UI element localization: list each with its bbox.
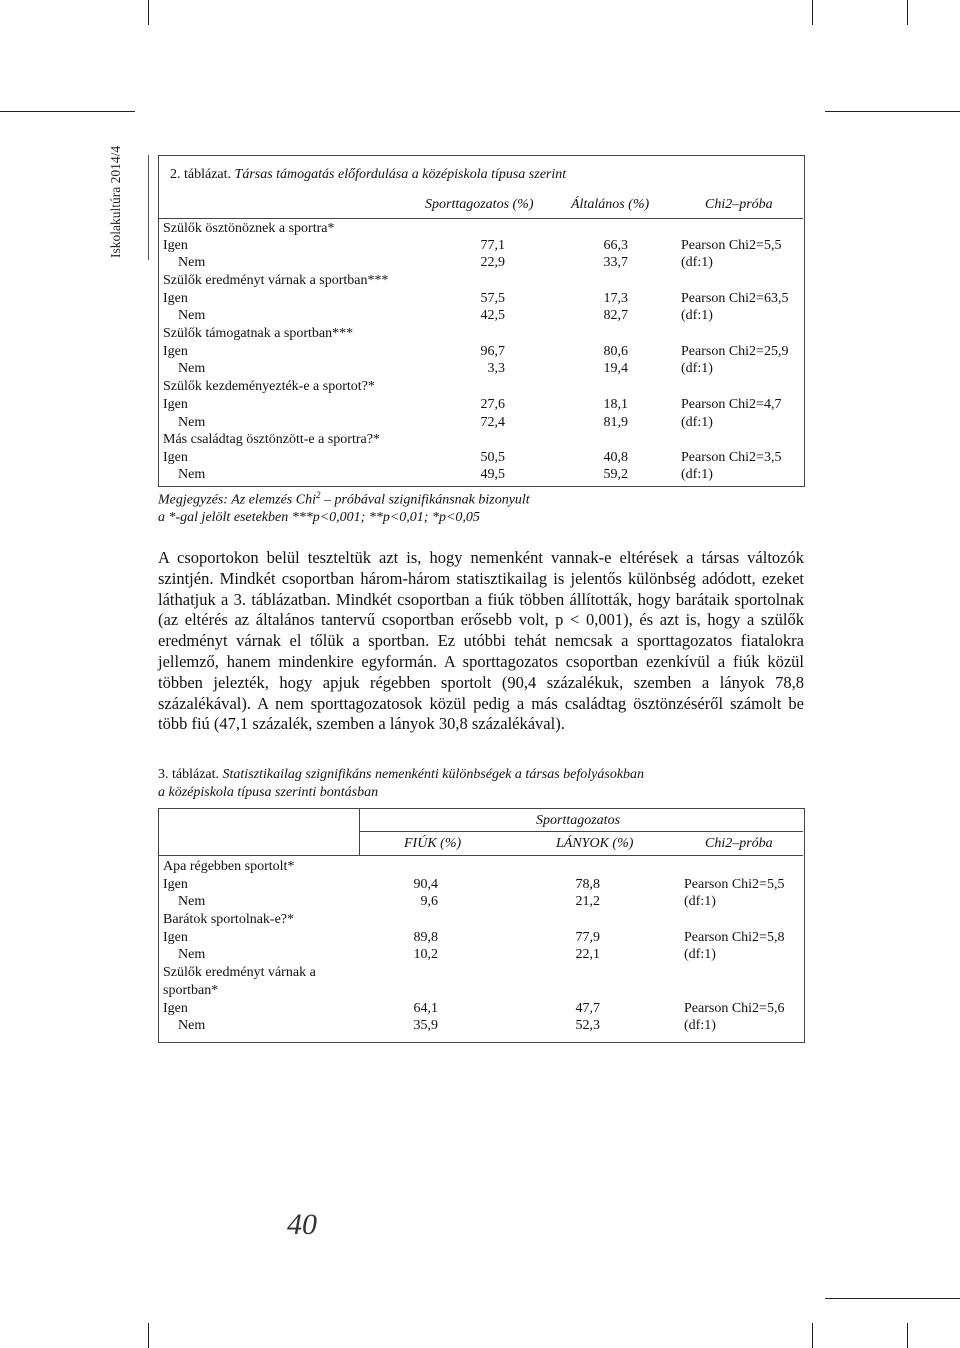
cell-value: 89,8 [413,930,438,945]
row-group-title: Más családtag ösztönzött-e a sportra?* [163,432,380,447]
cell-value: 77,1 [480,238,505,253]
row-label-nem: Nem [178,361,206,376]
cell-chi2: (df:1) [684,947,716,962]
sentence: Mindkét csoportban három-három statisztikailag is jelentős különbség adódott, ezeket láthatjuk a 3. táblázatban. [158,568,804,609]
col-header-sporttagozatos: Sporttagozatos (%) [425,197,534,212]
row-group-title: Szülők eredményt várnak a sportban*** [163,273,389,288]
cell-value: 72,4 [480,415,505,430]
cell-chi2: Pearson Chi2=3,5 [681,450,782,465]
cell-value: 27,6 [480,397,505,412]
cell-value: 47,7 [575,1001,600,1016]
cell-value: 18,1 [603,397,628,412]
sentence: Mindkét csoportban a fiúk többen állították, hogy barátaik sportolnak (az eltérés az általános tantervű csoportban erősebb volt, p < 0,001), és azt is, hogy a szülők eredményt várnak el tőlük a sportban. [158,589,805,651]
row-group-title: Szülők ösztönöznek a sportra* [163,221,335,236]
row-label-igen: Igen [163,397,188,412]
cell-value: 52,3 [575,1018,600,1033]
col-header-fiuk: FIÚK (%) [404,836,462,851]
table-3-caption-line2: a középiskola típusa szerinti bontásban [158,785,379,800]
table-2-note-line2: a *-gal jelölt esetekben ***p<0,001; **p<0,01; *p<0,05 [158,510,480,525]
crop-mark [0,111,135,112]
row-label-nem: Nem [178,255,206,270]
cell-chi2: Pearson Chi2=5,6 [684,1001,785,1016]
sentence: Ez utóbbi tehát nemcsak a sporttagozatos fiatalokra jellemző, hanem mindenkire egyformán. [158,631,805,671]
cell-chi2: (df:1) [681,415,713,430]
cell-value: 3,3 [487,361,505,376]
cell-chi2: (df:1) [681,308,713,323]
cell-chi2: Pearson Chi2=63,5 [681,291,789,306]
cell-value: 77,9 [575,930,600,945]
cell-value: 78,8 [575,877,600,892]
row-group-title: Apa régebben sportolt* [163,859,295,874]
cell-value: 40,8 [603,450,628,465]
cell-value: 10,2 [413,947,438,962]
crop-mark [825,1298,960,1299]
cell-value: 57,5 [480,291,505,306]
row-label-igen: Igen [163,291,188,306]
row-group-title: Szülők eredményt várnak a [163,965,316,980]
crop-mark [148,1323,149,1348]
cell-chi2: (df:1) [684,1018,716,1033]
group-header-sporttagozatos: Sporttagozatos [536,813,621,828]
crop-mark [812,0,813,25]
crop-mark [825,111,960,112]
cell-value: 64,1 [413,1001,438,1016]
col-header-chi2: Chi2–próba [705,197,773,212]
table-2-note: Megjegyzés: Az elemzés Chi$^2$ – próbával szignifikánsnak bizonyult [158,490,530,508]
cell-value: 22,9 [480,255,505,270]
row-label-nem: Nem [178,894,206,909]
cell-chi2: Pearson Chi2=4,7 [681,397,782,412]
col-header-altalanos: Általános (%) [571,197,650,212]
cell-value: 22,1 [575,947,600,962]
table-3-caption: 3. táblázat. Statisztikailag szignifikáns nemenkénti különbségek a társas befolyásokban [158,767,645,782]
row-label-nem: Nem [178,1018,206,1033]
col-header-chi2: Chi2–próba [705,836,773,851]
header-divider [359,831,803,832]
cell-chi2: Pearson Chi2=5,8 [684,930,785,945]
cell-value: 9,6 [420,894,438,909]
cell-value: 50,5 [480,450,505,465]
cell-value: 59,2 [603,467,628,482]
cell-value: 80,6 [603,344,628,359]
row-label-nem: Nem [178,415,206,430]
page-number: 40 [287,1208,317,1241]
row-group-title: Szülők kezdeményezték-e a sportot?* [163,379,375,394]
margin-rule [148,155,149,260]
cell-value: 17,3 [603,291,628,306]
crop-mark [907,0,908,25]
cell-chi2: (df:1) [681,255,713,270]
body-paragraph [158,548,804,735]
cell-value: 81,9 [603,415,628,430]
cell-value: 66,3 [603,238,628,253]
sentence: A nem sporttagozatosok közül pedig a más családtag ösztönzéséről számolt be több fiú (47,1 százalék, szemben a lányok 30,8 százalékával). [158,693,804,734]
header-rule [159,218,803,219]
row-label-igen: Igen [163,344,188,359]
row-label-nem: Nem [178,467,206,482]
row-label-igen: Igen [163,450,188,465]
row-label-igen: Igen [163,930,188,945]
crop-mark [812,1323,813,1348]
cell-chi2: Pearson Chi2=5,5 [681,238,782,253]
row-group-title-cont: sportban* [163,983,219,998]
cell-value: 82,7 [603,308,628,323]
cell-chi2: Pearson Chi2=25,9 [681,344,789,359]
cell-chi2: Pearson Chi2=5,5 [684,877,785,892]
header-rule [159,855,803,856]
cell-value: 49,5 [480,467,505,482]
cell-value: 19,4 [603,361,628,376]
crop-mark [907,1323,908,1348]
cell-chi2: (df:1) [681,467,713,482]
row-label-igen: Igen [163,238,188,253]
cell-value: 42,5 [480,308,505,323]
cell-chi2: (df:1) [684,894,716,909]
sentence: A csoportokon belül teszteltük azt is, hogy nemenként vannak-e eltérések a társas változók szintjén. [158,548,804,588]
row-label-igen: Igen [163,877,188,892]
row-group-title: Barátok sportolnak-e?* [163,912,295,927]
cell-value: 96,7 [480,344,505,359]
table-2-caption: 2. táblázat. Társas támogatás előfordulása a középiskola típusa szerint [170,167,567,182]
cell-value: 90,4 [413,877,438,892]
col-header-lanyok: LÁNYOK (%) [556,836,634,851]
cell-chi2: (df:1) [681,361,713,376]
row-label-igen: Igen [163,1001,188,1016]
sentence: A sporttagozatos csoportban ezenkívül a fiúk közül többen jelezték, hogy apjuk régebben sportolt (90,4 százalékuk, szemben a lányok 78,8 százalékával). [158,651,804,713]
crop-mark [148,0,149,25]
cell-value: 33,7 [603,255,628,270]
cell-value: 35,9 [413,1018,438,1033]
row-group-title: Szülők támogatnak a sportban*** [163,326,354,341]
row-label-nem: Nem [178,308,206,323]
cell-value: 21,2 [575,894,600,909]
row-label-nem: Nem [178,947,206,962]
